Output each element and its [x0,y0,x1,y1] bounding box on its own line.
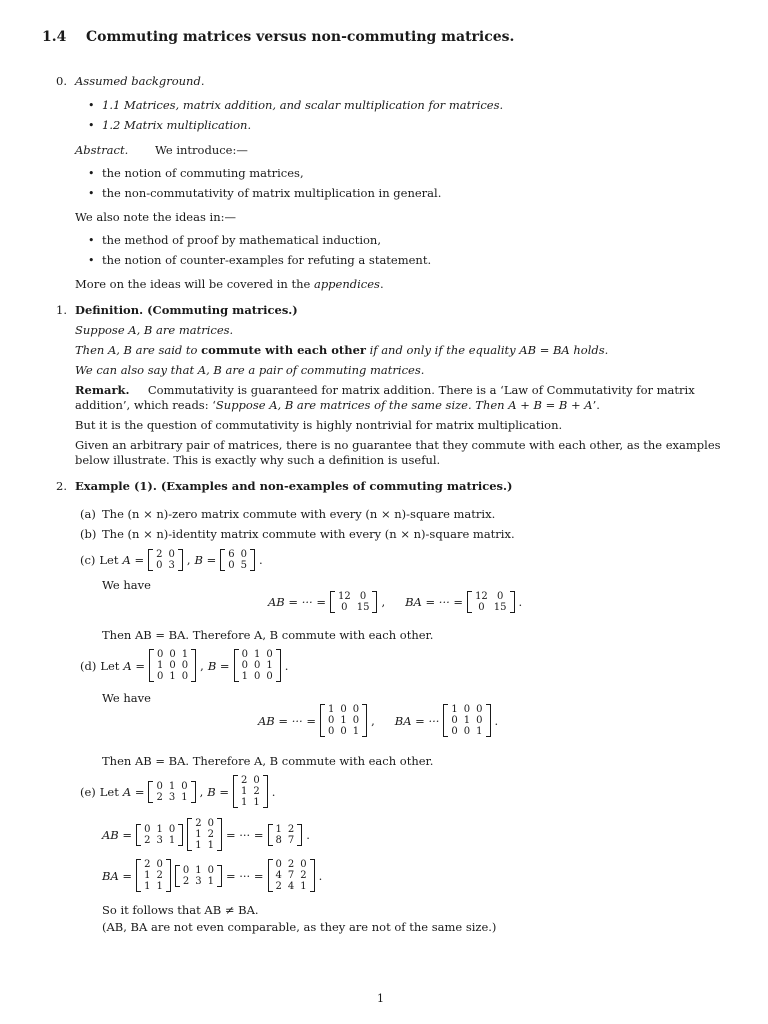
matrix-entry: 1 [241,797,248,808]
AB-equals: AB = [102,827,133,842]
period: . [518,595,523,609]
matrix-entry: 0 [169,660,176,671]
matrix-entry: 0 [241,660,248,671]
matrix-entry: 0 [156,780,163,792]
AB-equals: AB = ··· = [258,713,316,728]
matrix-table [239,649,276,682]
A-equals: A = [123,658,146,673]
matrix-e-B [233,775,268,808]
A-equals: A = [122,553,145,567]
matrix-e-A-factor [136,824,183,846]
example-e-AB [102,818,310,851]
matrix-entry: 2 [144,834,151,846]
example-heading: Example (1). (Examples and non-examples of commuting matrices.) [75,479,513,493]
matrix-entry: 0 [240,549,248,560]
matrix-entry: 2 [253,786,260,797]
matrix-entry: 0 [207,864,214,876]
matrix-entry: 1 [207,875,214,887]
remark-line-2 [75,398,600,413]
let-text: Let [99,553,119,567]
item-0-heading: Assumed background. [75,74,205,88]
example-a-text: The (n × n)-zero matrix commute with every (n × n)-square matrix. [102,507,496,521]
comma: , [199,784,204,799]
matrix-table [273,859,310,892]
matrix-entry: 0 [181,660,189,671]
matrix-table [153,781,190,803]
example-d-label: (d) [80,658,97,673]
AB-equals: AB = ··· = [268,595,326,609]
matrix-entry: 0 [275,859,282,870]
period: . [271,784,276,799]
section-title: Commuting matrices versus non-commuting matrices. [86,29,515,45]
matrix-d-B [234,649,281,682]
abstract-label: Abstract. [75,143,129,157]
matrix-entry: 0 [327,726,335,737]
matrix-entry: 2 [156,791,163,803]
matrix-entry: 0 [496,591,504,602]
matrix-entry: 0 [266,649,273,660]
matrix-entry: 3 [156,834,163,846]
matrix-entry: 2 [300,870,307,881]
matrix-entry: 0 [168,549,175,560]
matrix-entry: 0 [207,818,214,829]
item-0-label: 0. [56,74,67,88]
matrix-entry: 1 [144,870,151,881]
comma: , [371,713,375,728]
example-d-conclusion: Then AB = BA. Therefore A, B commute with each other. [102,754,434,768]
matrix-e-B-factor [187,818,222,851]
matrix-entry: 12 [337,591,351,602]
bullet-icon: • [88,187,95,200]
remark-text-2a: addition’, which reads: ‘ [75,398,216,412]
more-post: . [379,277,384,291]
remark-line-5: below illustrate. This is exactly why such a definition is useful. [75,453,441,467]
matrix-entry: 1 [195,829,202,840]
background-item: 1.2 Matrix multiplication. [102,118,252,132]
matrix-c-A [148,549,183,571]
matrix-table [141,824,178,846]
matrix-entry: 2 [287,859,295,870]
matrix-c-BA [467,591,514,613]
matrix-entry: 0 [157,671,164,682]
matrix-entry: 0 [463,704,471,715]
definition-heading: Definition. (Commuting matrices.) [75,303,298,317]
matrix-entry: 1 [156,881,163,892]
remark-text-1: Commutativity is guaranteed for matrix addition. There is a ‘Law of Commutativity for matrix [147,383,695,397]
matrix-entry: 0 [156,859,163,870]
matrix-entry: 1 [253,649,261,660]
introduce-item: the non-commutativity of matrix multiplication in general. [102,186,442,200]
matrix-table [238,775,263,808]
example-c-definition [80,549,263,571]
matrix-entry: 2 [241,775,248,786]
matrix-c-B [220,549,255,571]
BA-equals: BA = ··· [394,713,440,728]
matrix-entry: 4 [287,881,295,892]
matrix-entry: 3 [168,791,176,803]
bullet-icon: • [88,234,95,247]
matrix-entry: 12 [475,591,488,602]
matrix-entry: 0 [182,864,190,876]
definition-line-1: Suppose A, B are matrices. [75,323,234,337]
matrix-entry: 0 [156,560,163,571]
matrix-table [448,704,485,737]
example-d-definition [80,649,288,682]
matrix-entry: 0 [476,704,483,715]
matrix-entry: 0 [169,649,176,660]
matrix-entry: 3 [168,560,175,571]
remark-law: Suppose A, B are matrices of the same size. Then A + B = B + A [215,398,593,412]
matrix-e-A-factor [175,865,222,887]
matrix-d-BA [443,704,490,737]
matrix-table [325,704,362,737]
matrix-table [472,591,509,613]
matrix-entry: 2 [182,875,190,887]
period: . [318,868,323,883]
example-a-label: (a) [80,507,96,521]
matrix-entry: 0 [340,726,347,737]
matrix-entry: 0 [181,671,189,682]
matrix-table [273,824,298,846]
matrix-entry: 8 [275,834,282,846]
bullet-icon: • [88,254,95,267]
item-2-label: 2. [56,479,67,493]
remark-label: Remark. [75,383,130,397]
matrix-entry: 0 [157,649,164,660]
matrix-entry: 0 [451,715,458,726]
matrix-entry: 0 [340,704,347,715]
matrix-entry: 1 [181,791,188,803]
example-c-products [268,591,522,613]
matrix-table [180,865,217,887]
matrix-entry: 0 [478,602,485,613]
comma: , [381,595,386,609]
matrix-entry: 1 [266,660,273,671]
definition-line-2c: if and only if the equality AB = BA holds. [369,343,609,357]
period: . [284,658,289,673]
matrix-entry: 0 [253,775,260,786]
matrix-entry: 2 [275,881,282,892]
let-text: Let [99,784,119,799]
introduce-item: the notion of commuting matrices, [102,166,304,180]
matrix-d-AB [320,704,367,737]
example-b-text: The (n × n)-identity matrix commute with every (n × n)-square matrix. [102,527,515,541]
period: . [306,827,310,842]
matrix-table [335,591,372,613]
matrix-entry: 0 [181,780,188,792]
matrix-e-AB [268,824,303,846]
page-number: 1 [377,992,384,1005]
period: . [494,713,499,728]
A-equals: A = [122,784,145,799]
matrix-entry: 1 [195,840,202,851]
matrix-entry: 0 [241,649,248,660]
B-equals: B = [207,784,229,799]
matrix-entry: 0 [168,823,176,835]
period: . [259,553,263,567]
dots-equals: = ··· = [225,827,264,842]
ideas-item: the method of proof by mathematical induction, [102,233,381,247]
matrix-entry: 1 [253,797,260,808]
matrix-entry: 1 [181,649,189,660]
matrix-entry: 0 [266,671,273,682]
definition-line-3: We can also say that A, B are a pair of commuting matrices. [75,363,425,377]
example-e-BA [102,859,322,892]
matrix-e-BA [268,859,315,892]
matrix-table [225,549,250,571]
matrix-table [153,549,178,571]
more-ideas-text [75,277,384,292]
matrix-entry: 7 [287,870,295,881]
matrix-entry: 0 [451,726,458,737]
matrix-entry: 1 [144,881,151,892]
matrix-entry: 1 [352,726,360,737]
matrix-entry: 0 [352,704,360,715]
bullet-icon: • [88,99,95,112]
matrix-entry: 1 [195,864,202,876]
matrix-e-B-factor [136,859,171,892]
item-1-label: 1. [56,303,67,317]
matrix-entry: 15 [493,602,507,613]
section-number: 1.4 [42,29,67,45]
example-b-label: (b) [80,527,97,541]
background-item: 1.1 Matrices, matrix addition, and scalar multiplication for matrices. [102,98,504,112]
matrix-entry: 1 [327,704,335,715]
we-have-text: We have [102,691,151,705]
matrix-entry: 0 [327,715,335,726]
definition-line-2 [75,343,608,358]
matrix-table [141,859,166,892]
matrix-entry: 1 [241,671,248,682]
remark-line-3: But it is the question of commutativity is highly nontrivial for matrix multiplication. [75,418,563,432]
example-e-note: (AB, BA are not even comparable, as they are not of the same size.) [102,920,497,934]
matrix-entry: 2 [144,859,151,870]
matrix-table [154,649,191,682]
matrix-entry: 1 [168,780,176,792]
BA-equals: BA = [102,868,133,883]
matrix-entry: 15 [356,602,370,613]
matrix-entry: 2 [156,870,163,881]
matrix-entry: 0 [253,671,261,682]
matrix-entry: 0 [359,591,367,602]
matrix-entry: 1 [476,726,483,737]
example-d-products [258,704,498,737]
remark-line-1 [75,383,695,398]
matrix-entry: 0 [341,602,348,613]
matrix-entry: 1 [207,840,214,851]
matrix-entry: 6 [228,549,235,560]
matrix-entry: 2 [156,549,163,560]
BA-equals: BA = ··· = [405,595,464,609]
matrix-entry: 3 [195,875,202,887]
dots-equals: = ··· = [225,868,264,883]
remark-text-2c: ’. [592,398,600,412]
example-e-definition [80,775,275,808]
matrix-entry: 1 [156,823,163,835]
matrix-table [192,818,217,851]
matrix-entry: 1 [168,834,176,846]
matrix-e-A [148,781,195,803]
example-c-label: (c) [80,553,96,567]
matrix-entry: 1 [340,715,347,726]
example-c-conclusion: Then AB = BA. Therefore A, B commute with each other. [102,628,434,642]
matrix-entry: 0 [228,560,235,571]
comma: , [186,553,191,567]
matrix-entry: 7 [287,834,295,846]
matrix-entry: 0 [300,859,307,870]
matrix-entry: 1 [275,823,282,835]
definition-line-2a: Then A, B are said to [75,343,198,357]
matrix-entry: 0 [144,823,151,835]
remark-line-4: Given an arbitrary pair of matrices, there is no guarantee that they commute with each other, as the examples [75,438,721,452]
matrix-entry: 0 [463,726,471,737]
let-text: Let [100,658,120,673]
also-note-text: We also note the ideas in:— [75,210,236,224]
comma: , [200,658,204,673]
appendices-link-text: appendices [313,277,380,291]
we-have-text: We have [102,578,151,592]
matrix-entry: 1 [451,704,458,715]
B-equals: B = [194,553,217,567]
matrix-entry: 0 [476,715,483,726]
matrix-entry: 1 [300,881,307,892]
example-e-conclusion: So it follows that AB ≠ BA. [102,903,259,917]
more-pre: More on the ideas will be covered in the [75,277,311,291]
matrix-entry: 2 [287,823,295,835]
matrix-entry: 2 [207,829,214,840]
example-e-label: (e) [80,784,96,799]
matrix-c-AB [330,591,377,613]
matrix-entry: 0 [352,715,360,726]
matrix-entry: 1 [463,715,471,726]
matrix-entry: 0 [253,660,261,671]
matrix-entry: 2 [195,818,202,829]
matrix-entry: 5 [240,560,248,571]
matrix-entry: 1 [241,786,248,797]
B-equals: B = [207,658,230,673]
ideas-item: the notion of counter-examples for refuting a statement. [102,253,432,267]
matrix-entry: 4 [275,870,282,881]
matrix-entry: 1 [169,671,176,682]
bullet-icon: • [88,167,95,180]
matrix-d-A [149,649,196,682]
matrix-entry: 1 [157,660,164,671]
abstract-text: We introduce:— [155,143,248,157]
bullet-icon: • [88,119,95,132]
definition-term: commute with each other [201,343,366,357]
